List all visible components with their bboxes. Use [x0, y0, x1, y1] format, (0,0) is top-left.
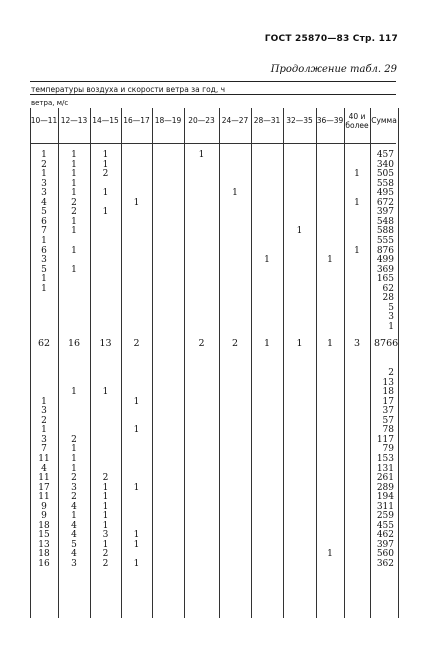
table-cell: 1	[102, 520, 109, 531]
table-cell: 1	[326, 338, 334, 349]
table-cell: 11	[38, 492, 50, 503]
table-cell: 1	[102, 150, 109, 160]
table-cell: 2	[71, 473, 77, 484]
table-cell: 1	[71, 245, 77, 256]
row-sum-value: 558	[376, 178, 394, 189]
table-cell: 5	[41, 264, 47, 275]
table-cell: 1	[296, 226, 303, 237]
column-header: 18—19	[154, 116, 182, 125]
table-cell: 6	[41, 245, 47, 256]
table-cell: 4	[71, 520, 77, 531]
table-cell: 3	[41, 434, 47, 445]
row-sum-value: 28	[382, 293, 394, 304]
table-cell: 3	[41, 188, 47, 199]
row-sum-value: 588	[376, 226, 394, 237]
table-subgroup-title: ветра, м/с	[31, 99, 69, 107]
row-sum-value: 194	[376, 492, 394, 503]
row-sum-value: 462	[376, 530, 394, 541]
table-cell: 1	[71, 226, 77, 237]
column-header: 32—35	[286, 116, 313, 125]
table-cell: 1	[263, 338, 271, 349]
column-header: 10—11	[30, 116, 58, 125]
table-cell: 2	[133, 338, 140, 349]
table-cell: 2	[231, 338, 239, 349]
table-cell: 5	[71, 539, 77, 550]
table-cell: 1	[41, 150, 47, 160]
row-sum-value: 165	[376, 274, 394, 285]
row-sum-value: 505	[376, 169, 394, 180]
column-rule	[219, 108, 220, 618]
table-cell: 1	[41, 396, 47, 407]
table-cell: 2	[41, 159, 47, 170]
column-rule	[152, 108, 153, 618]
row-sum-value: 13	[382, 377, 394, 388]
table-cell: 7	[41, 226, 47, 237]
table-cell: 2	[41, 415, 47, 426]
table-cell: 13	[38, 539, 50, 550]
table-group-title: температуры воздуха и скорости ветра за год, ч	[31, 85, 226, 94]
header-rule	[30, 143, 396, 144]
row-sum-value: 672	[376, 197, 394, 208]
table-cell: 1	[102, 387, 109, 398]
row-sum-value: 457	[376, 150, 394, 160]
table-cell: 15	[38, 530, 50, 541]
column-header: Сумма	[371, 116, 397, 125]
row-sum-value: 8766	[374, 338, 399, 349]
row-sum-value: 876	[376, 245, 394, 256]
column-rule	[30, 108, 31, 618]
table-cell: 3	[102, 530, 109, 541]
table-cell: 1	[71, 453, 77, 464]
table-cell: 1	[41, 235, 47, 246]
row-sum-value: 289	[376, 482, 394, 493]
table-cell: 1	[133, 197, 140, 208]
row-sum-value: 548	[376, 216, 394, 227]
table-cell: 4	[71, 501, 77, 512]
row-sum-value: 62	[382, 283, 394, 294]
row-sum-value: 18	[382, 387, 394, 398]
row-sum-value: 495	[376, 188, 394, 199]
table-cell: 1	[133, 530, 140, 541]
table-cell: 62	[37, 338, 51, 349]
column-header: 14—15	[92, 116, 119, 125]
table-cell: 1	[102, 501, 109, 512]
table-cell: 1	[133, 425, 140, 436]
table-cell: 1	[71, 216, 77, 227]
column-rule	[251, 108, 252, 618]
table-cell: 18	[38, 520, 50, 531]
row-sum-value: 3	[388, 312, 394, 323]
table-cell: 1	[102, 482, 109, 493]
table-cell: 1	[71, 387, 77, 398]
table-cell: 4	[41, 463, 47, 474]
table-cell: 2	[102, 559, 109, 569]
column-rule	[316, 108, 317, 618]
table-cell: 1	[133, 559, 140, 569]
document-reference: ГОСТ 25870—83 Стр. 117	[264, 34, 398, 44]
table-cell: 7	[41, 444, 47, 455]
row-sum-value: 57	[382, 415, 394, 426]
table-cell: 3	[353, 338, 361, 349]
table-cell: 2	[198, 338, 205, 349]
row-sum-value: 560	[376, 549, 394, 560]
table-cell: 3	[41, 178, 47, 189]
table-cell: 1	[41, 169, 47, 180]
table-cell: 1	[264, 255, 270, 266]
table-cell: 4	[71, 549, 77, 560]
table-cell: 1	[71, 150, 77, 160]
table-cell: 2	[71, 197, 77, 208]
table-cell: 3	[71, 482, 77, 493]
column-rule	[283, 108, 284, 618]
row-sum-value: 17	[382, 396, 394, 407]
table-cell: 1	[102, 188, 109, 199]
table-cell: 2	[71, 207, 77, 218]
table-cell: 11	[38, 473, 50, 484]
table-cell: 1	[133, 539, 140, 550]
table-cell: 5	[41, 207, 47, 218]
column-rule	[90, 108, 91, 618]
table-cell: 1	[71, 264, 77, 275]
table-cell: 1	[327, 549, 333, 560]
table-cell: 1	[296, 338, 303, 349]
row-sum-value: 397	[376, 207, 394, 218]
column-rule	[58, 108, 59, 618]
table-cell: 2	[71, 434, 77, 445]
table-cell: 1	[133, 482, 140, 493]
column-rule	[184, 108, 185, 618]
table-cell: 1	[41, 274, 47, 285]
column-header: 16—17	[123, 116, 150, 125]
column-rule	[344, 108, 345, 618]
table-cell: 2	[102, 549, 109, 560]
table-cell: 1	[198, 150, 205, 160]
row-sum-value: 153	[376, 453, 394, 464]
table-cell: 4	[41, 197, 47, 208]
table-cell: 17	[38, 482, 50, 493]
table-cell: 1	[102, 492, 109, 503]
row-sum-value: 131	[376, 463, 394, 474]
table-cell: 1	[71, 444, 77, 455]
table-cell: 13	[99, 338, 112, 349]
table-cell: 9	[41, 511, 47, 522]
row-sum-value: 1	[388, 321, 394, 332]
row-sum-value: 311	[376, 501, 394, 512]
column-header: 40 и более	[345, 112, 369, 130]
row-sum-value: 2	[388, 368, 394, 378]
table-cell: 9	[41, 501, 47, 512]
table-cell: 1	[71, 511, 77, 522]
row-sum-value: 362	[376, 559, 394, 569]
table-cell: 1	[71, 188, 77, 199]
table-cell: 1	[354, 245, 360, 256]
table-cell: 16	[38, 559, 50, 569]
table-cell: 1	[102, 207, 109, 218]
table-cell: 1	[71, 169, 77, 180]
table-cell: 16	[67, 338, 81, 349]
table-cell: 1	[71, 159, 77, 170]
table-cell: 1	[232, 188, 238, 199]
table-cell: 1	[102, 511, 109, 522]
row-sum-value: 117	[376, 434, 394, 445]
column-header: 28—31	[253, 116, 281, 125]
table-cell: 1	[71, 178, 77, 189]
table-cell: 11	[38, 453, 50, 464]
row-sum-value: 78	[382, 425, 394, 436]
column-header: 20—23	[188, 116, 215, 125]
row-sum-value: 555	[376, 235, 394, 246]
row-sum-value: 369	[376, 264, 394, 275]
row-sum-value: 261	[376, 473, 394, 484]
column-header: 36—39	[316, 116, 344, 125]
row-sum-value: 37	[382, 406, 394, 417]
table-cell: 18	[38, 549, 50, 560]
table-cell: 3	[41, 406, 47, 417]
row-sum-value: 397	[376, 539, 394, 550]
table-cell: 3	[41, 255, 47, 266]
table-cell: 1	[327, 255, 333, 266]
row-sum-value: 340	[376, 159, 394, 170]
row-sum-value: 455	[376, 520, 394, 531]
table-cell: 1	[133, 396, 140, 407]
column-rule	[121, 108, 122, 618]
table-cell: 2	[102, 473, 109, 484]
table-cell: 1	[354, 197, 360, 208]
table-cell: 1	[41, 425, 47, 436]
table-cell: 2	[102, 169, 109, 180]
table-cell: 2	[71, 492, 77, 503]
table-cell: 6	[41, 216, 47, 227]
table-cell: 4	[71, 530, 77, 541]
table-cell: 1	[102, 539, 109, 550]
row-sum-value: 79	[382, 444, 394, 455]
row-sum-value: 5	[388, 302, 394, 313]
column-rule	[398, 108, 399, 618]
column-rule	[370, 108, 371, 618]
table-cell: 3	[71, 559, 77, 569]
row-sum-value: 499	[376, 255, 394, 266]
table-cell: 1	[71, 463, 77, 474]
column-header: 24—27	[221, 116, 249, 125]
table-cell: 1	[102, 159, 109, 170]
column-header: 12—13	[60, 116, 88, 125]
table-cell: 1	[41, 283, 47, 294]
row-sum-value: 259	[376, 511, 394, 522]
table-cell: 1	[354, 169, 360, 180]
table-continuation-caption: Продолжение табл. 29	[270, 64, 397, 75]
